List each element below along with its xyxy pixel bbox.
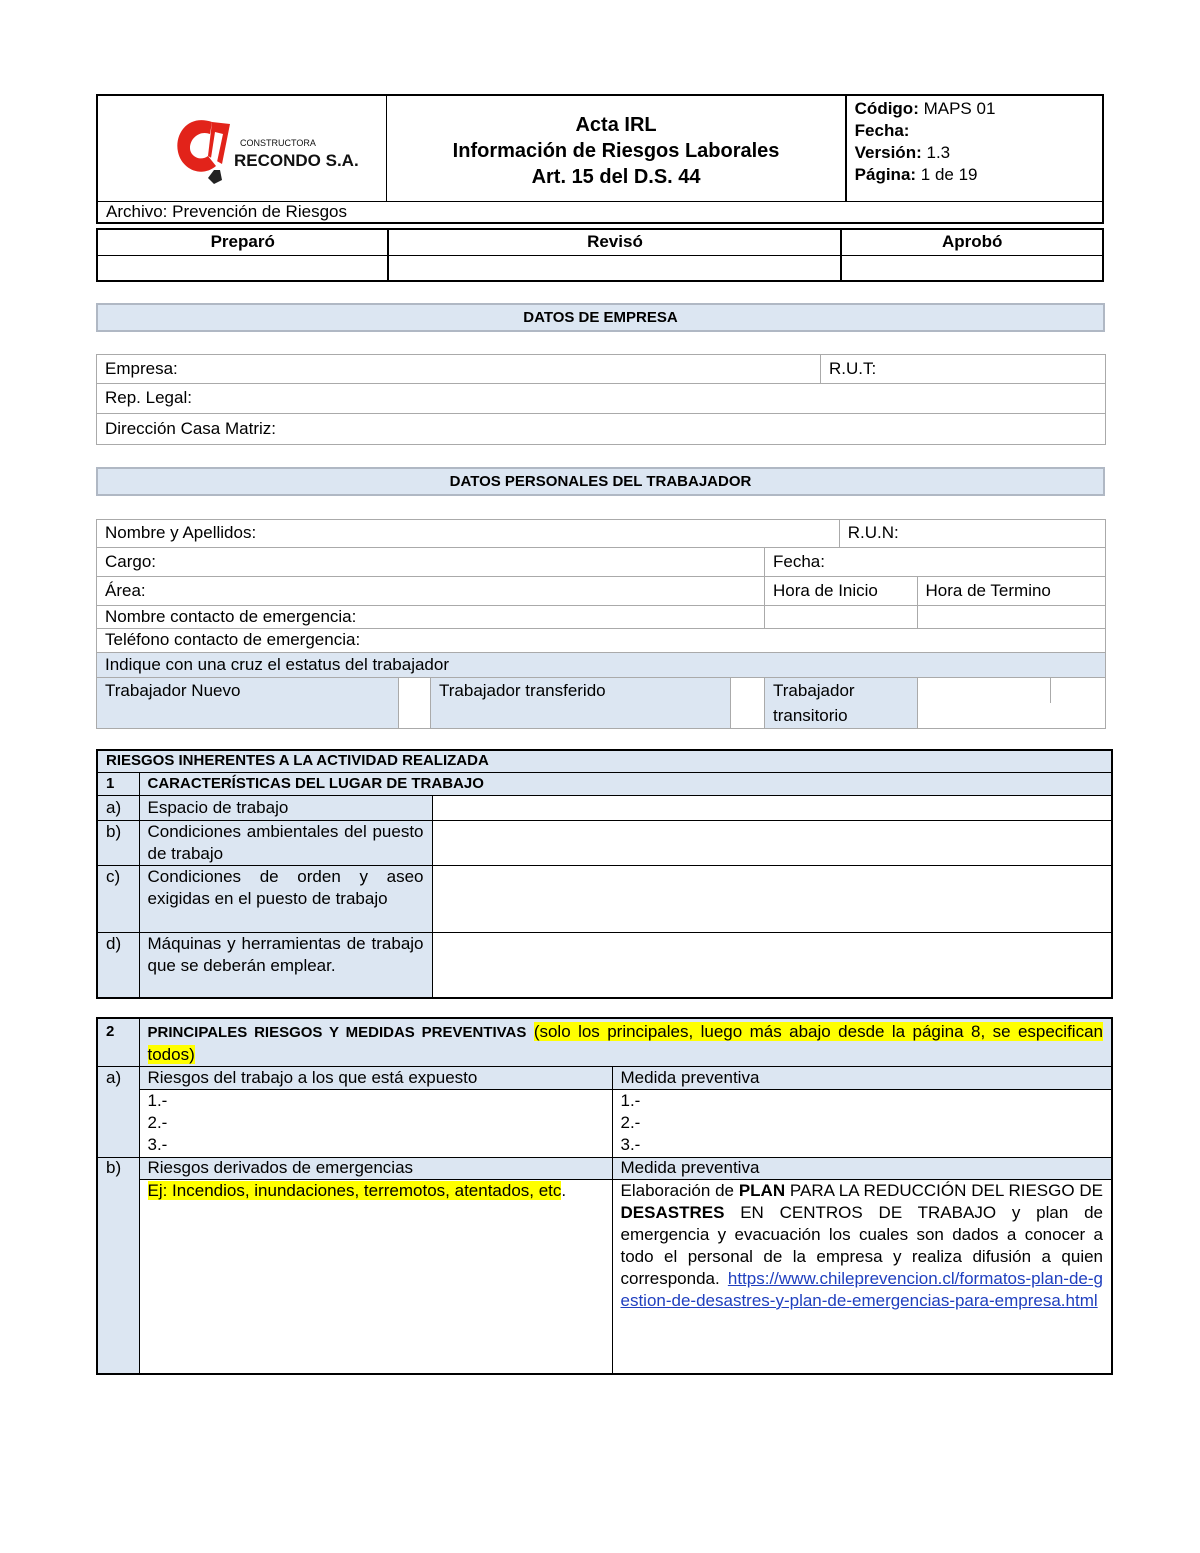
plan-text-1: Elaboración de bbox=[620, 1181, 734, 1200]
plan-text-plan: PLAN bbox=[738, 1181, 786, 1200]
hora-termino-field[interactable] bbox=[917, 577, 1105, 606]
row-c-value[interactable] bbox=[432, 865, 1112, 932]
empresa-field[interactable] bbox=[97, 355, 821, 384]
rut-label: R.U.T: bbox=[829, 359, 877, 378]
contacto-nombre-label: Nombre contacto de emergencia: bbox=[105, 607, 357, 626]
logo-top-text: CONSTRUCTORA bbox=[240, 138, 316, 148]
meta-cell bbox=[846, 95, 1103, 201]
approvals-table bbox=[96, 228, 1104, 282]
transitorio-checkbox[interactable] bbox=[1050, 678, 1091, 703]
area-field[interactable] bbox=[97, 577, 765, 606]
empresa-table-wrap bbox=[96, 354, 1106, 445]
empresa-table bbox=[96, 354, 1106, 445]
title-cell bbox=[387, 95, 846, 201]
transitorio-label: Trabajador transitorio bbox=[765, 678, 918, 729]
row-b-letter: b) bbox=[97, 820, 139, 865]
riesgos-trabajo-list[interactable] bbox=[139, 1090, 612, 1158]
chileprevencion-link[interactable]: https://www.chileprevencion.cl/formatos-plan-de-gestion-de-desastres-y-plan-de-emergencias-para-empresa.html bbox=[620, 1269, 1103, 1310]
medida-item-1: 1.- bbox=[620, 1091, 641, 1110]
fecha-trabajador-label: Fecha: bbox=[773, 552, 825, 571]
nombre-field[interactable] bbox=[97, 520, 840, 548]
principales-block bbox=[96, 1017, 1113, 1375]
trabajador-table bbox=[96, 519, 1106, 729]
principales-table bbox=[96, 1017, 1113, 1375]
archivo-cell bbox=[97, 201, 1103, 223]
section-2-title-cell bbox=[139, 1018, 1112, 1067]
document-title: Acta IRL bbox=[575, 114, 657, 136]
rep-legal-field[interactable] bbox=[97, 384, 1106, 414]
contacto-telefono-field[interactable] bbox=[97, 629, 1106, 653]
transferido-label: Trabajador transferido bbox=[431, 678, 731, 729]
riesgos-emergencia-cell[interactable] bbox=[139, 1180, 612, 1374]
section-1-title: CARACTERÍSTICAS DEL LUGAR DE TRABAJO bbox=[139, 772, 1112, 795]
riesgo-item-1: 1.- bbox=[147, 1091, 168, 1110]
prepared-label: Preparó bbox=[97, 229, 388, 255]
riesgo-item-2: 2.- bbox=[147, 1113, 168, 1132]
row-d-letter: d) bbox=[97, 932, 139, 998]
hora-inicio-label: Hora de Inicio bbox=[773, 581, 878, 600]
pagina-label: Página: bbox=[854, 165, 917, 184]
medida-a-list[interactable] bbox=[612, 1090, 1112, 1158]
approved-label: Aprobó bbox=[841, 229, 1103, 255]
riesgos-inherentes-block bbox=[96, 749, 1113, 999]
approvals-block bbox=[96, 228, 1104, 282]
row-c-letter: c) bbox=[97, 865, 139, 932]
hora-inicio-field[interactable] bbox=[765, 577, 918, 606]
codigo-label: Código: bbox=[854, 99, 919, 118]
logo-name-text: RECONDO S.A. bbox=[234, 151, 359, 170]
riesgos-inherentes-title: RIESGOS INHERENTES A LA ACTIVIDAD REALIZADA bbox=[97, 750, 1112, 772]
fecha-label: Fecha: bbox=[854, 121, 910, 140]
cargo-field[interactable] bbox=[97, 548, 765, 577]
rep-legal-label: Rep. Legal: bbox=[105, 388, 192, 407]
estatus-instruction: Indique con una cruz el estatus del trabajador bbox=[97, 653, 1106, 678]
header-table bbox=[96, 94, 1104, 224]
riesgo-item-3: 3.- bbox=[147, 1135, 168, 1154]
section-2-note: (solo los principales, luego más abajo desde la página 8, se especifican todos) bbox=[147, 1022, 1103, 1064]
riesgos-inherentes-table bbox=[96, 749, 1113, 999]
logo-cell bbox=[97, 95, 387, 201]
prepared-sign-field[interactable] bbox=[97, 255, 388, 281]
document-subtitle: Información de Riesgos Laborales bbox=[452, 140, 780, 162]
contacto-telefono-label: Teléfono contacto de emergencia: bbox=[105, 630, 361, 649]
medida-item-2: 2.- bbox=[620, 1113, 641, 1132]
run-field[interactable] bbox=[839, 520, 1105, 548]
empresa-section-title: DATOS DE EMPRESA bbox=[96, 303, 1105, 332]
medida-preventiva-a-header: Medida preventiva bbox=[612, 1067, 1112, 1090]
row-b-value[interactable] bbox=[432, 820, 1112, 865]
medida-preventiva-b-header: Medida preventiva bbox=[612, 1158, 1112, 1180]
approved-sign-field[interactable] bbox=[841, 255, 1103, 281]
emergencia-example: Ej: Incendios, inundaciones, terremotos, atentados, etc bbox=[147, 1181, 562, 1200]
archivo-label: Archivo: bbox=[106, 201, 168, 221]
cargo-label: Cargo: bbox=[105, 552, 157, 571]
plan-text-desastres: DESASTRES bbox=[620, 1203, 725, 1222]
reviewed-sign-field[interactable] bbox=[388, 255, 841, 281]
transferido-checkbox[interactable] bbox=[731, 678, 765, 729]
medida-emergencia-cell[interactable] bbox=[612, 1180, 1112, 1374]
row-a-label: Espacio de trabajo bbox=[139, 795, 432, 820]
trabajador-section-title: DATOS PERSONALES DEL TRABAJADOR bbox=[96, 467, 1105, 496]
run-label: R.U.N: bbox=[847, 523, 899, 542]
emergencia-example-end: . bbox=[561, 1181, 567, 1200]
row-c-label: Condiciones de orden y aseo exigidas en el puesto de trabajo bbox=[139, 865, 432, 932]
version-label: Versión: bbox=[854, 143, 922, 162]
row-2a-letter: a) bbox=[97, 1067, 139, 1158]
row-2b-letter: b) bbox=[97, 1158, 139, 1374]
document-article: Art. 15 del D.S. 44 bbox=[531, 166, 701, 188]
fecha-trabajador-field[interactable] bbox=[765, 548, 1106, 577]
trabajador-table-wrap bbox=[96, 519, 1106, 729]
area-label: Área: bbox=[105, 581, 146, 600]
medida-item-3: 3.- bbox=[620, 1135, 641, 1154]
row-d-value[interactable] bbox=[432, 932, 1112, 998]
section-1-number: 1 bbox=[97, 772, 139, 795]
nuevo-label: Trabajador Nuevo bbox=[97, 678, 399, 729]
riesgos-trabajo-header: Riesgos del trabajo a los que está expuesto bbox=[139, 1067, 612, 1090]
direccion-label: Dirección Casa Matriz: bbox=[105, 419, 276, 438]
row-a-value[interactable] bbox=[432, 795, 1112, 820]
riesgos-emergencia-header: Riesgos derivados de emergencias bbox=[139, 1158, 612, 1180]
hora-termino-label: Hora de Termino bbox=[925, 581, 1051, 600]
rut-field[interactable] bbox=[821, 355, 1106, 384]
section-2-title: PRINCIPALES RIESGOS Y MEDIDAS PREVENTIVAS bbox=[147, 1024, 527, 1041]
archivo-value: Prevención de Riesgos bbox=[172, 201, 347, 221]
recondo-logo bbox=[168, 104, 368, 194]
plan-text-3: EN CENTROS DE TRABAJO y plan de emergencia y evacuación los cuales son dados a conocer a todo el personal de la empresa y realiza difusión a quien corresponda. bbox=[620, 1203, 1103, 1288]
version-value: 1.3 bbox=[926, 143, 951, 162]
nuevo-checkbox[interactable] bbox=[399, 678, 431, 729]
row-b-label: Condiciones ambientales del puesto de trabajo bbox=[139, 820, 432, 865]
codigo-value: MAPS 01 bbox=[923, 99, 996, 118]
row-d-label: Máquinas y herramientas de trabajo que se deberán emplear. bbox=[139, 932, 432, 998]
direccion-field[interactable] bbox=[97, 414, 1106, 445]
plan-text-2: PARA LA REDUCCIÓN DEL RIESGO DE bbox=[789, 1181, 1103, 1200]
nombre-label: Nombre y Apellidos: bbox=[105, 523, 257, 542]
contacto-nombre-field[interactable] bbox=[97, 606, 765, 629]
row-a-letter: a) bbox=[97, 795, 139, 820]
hora-termino-value[interactable] bbox=[917, 606, 1105, 629]
reviewed-label: Revisó bbox=[388, 229, 841, 255]
hora-inicio-value[interactable] bbox=[765, 606, 918, 629]
pagina-value: 1 de 19 bbox=[920, 165, 978, 184]
section-2-number: 2 bbox=[97, 1018, 139, 1067]
document-header bbox=[96, 94, 1104, 222]
transitorio-checkbox-cell bbox=[917, 678, 1105, 729]
empresa-label: Empresa: bbox=[105, 359, 178, 378]
